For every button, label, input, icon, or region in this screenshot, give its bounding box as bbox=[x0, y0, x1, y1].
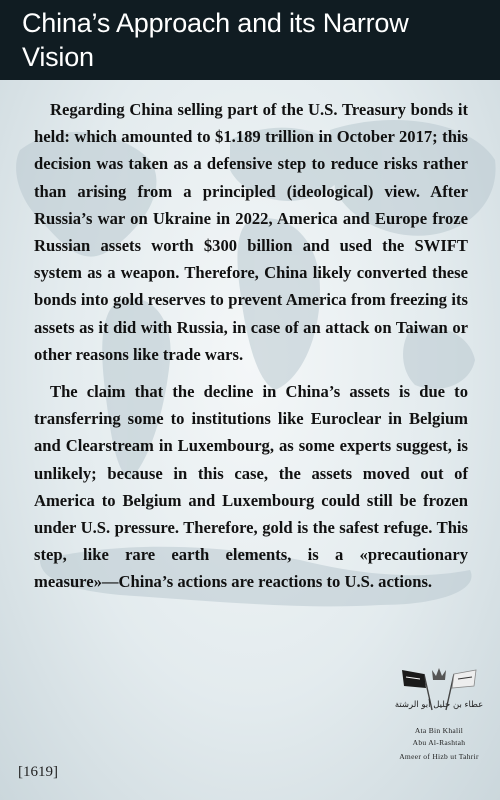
page-title: China’s Approach and its Narrow Vision bbox=[22, 8, 409, 72]
article-body bbox=[34, 96, 468, 606]
seal-name-line-3: Ameer of Hizb ut Tahrir bbox=[399, 752, 479, 761]
title-banner bbox=[0, 0, 500, 80]
paragraph-1: Regarding China selling part of the U.S. Treasury bonds it held: which amounted to $1.189 trillion in October 2017; this decision was taken as a defensive step to reduce risks rather than arising from a principled (ideological) view. After Russia’s war on Ukraine in 2022, America and Europe froze Russian assets worth $300 billion and used the SWIFT system as a weapon. Therefore, China likely converted these bonds into gold reserves to prevent America from freezing its assets as it did with Russia, in case of an attack on Taiwan or other reasons like trade wars. bbox=[34, 100, 468, 364]
paragraph-2: The claim that the decline in China’s assets is due to transferring some to institutions like Euroclear in Belgium and Clearstream in Luxembourg, as some experts suggest, is unlikely; because in this case, the assets moved out of America to Belgium and Luxembourg could still be frozen under U.S. pressure. Therefore, gold is the safest refuge. This step, like rare earth elements, is a «precautionary measure»—China’s actions are reactions to U.S. actions. bbox=[34, 382, 468, 592]
seal-name-line-1: Ata Bin Khalil bbox=[414, 726, 464, 735]
seal-name-line-2: Abu Al-Rashtah bbox=[412, 738, 466, 747]
page-number: [1619] bbox=[18, 764, 58, 780]
seal-arabic-calligraphy: عطاء بن خليل أبو الرشتة bbox=[394, 700, 484, 710]
signature-seal bbox=[388, 664, 490, 782]
seal-emblem-icon bbox=[388, 664, 490, 724]
